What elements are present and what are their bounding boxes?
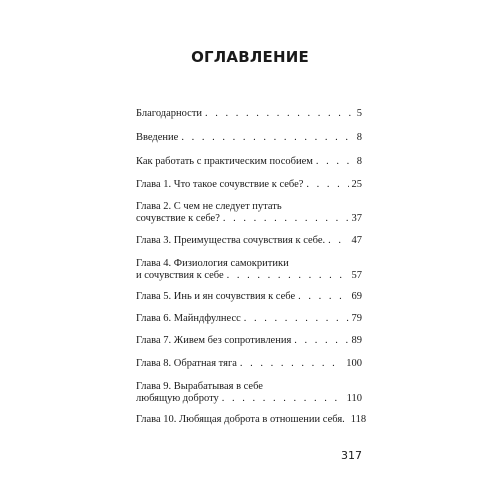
toc-dot-leader [298, 291, 348, 303]
toc-entry-page: 5 [356, 108, 362, 119]
toc-entry-page: 25 [351, 179, 362, 190]
toc-entry-title: Глава 7. Живем без сопротивления [136, 335, 292, 346]
page-number: 317 [341, 449, 362, 462]
toc-entry-page: 47 [351, 235, 362, 246]
toc-entry-last-line [136, 213, 362, 225]
toc-entry-last-line [136, 132, 362, 144]
toc-entry-page: 118 [350, 414, 367, 425]
toc-dot-leader [244, 313, 349, 325]
toc-dot-leader [328, 235, 348, 247]
toc-dot-leader [223, 213, 349, 225]
toc-entry-page: 57 [351, 270, 362, 281]
toc-dot-leader [222, 393, 344, 405]
toc-entry-title: и сочувствия к себе [136, 270, 224, 281]
toc-entry[interactable] [136, 235, 362, 247]
toc-entry-title: любящую доброту [136, 393, 219, 404]
toc-dot-leader [227, 270, 349, 282]
toc-entry-title: Глава 8. Обратная тяга [136, 358, 237, 369]
toc-entry-last-line [136, 156, 362, 168]
toc-entry-page: 110 [346, 393, 362, 404]
toc-dot-leader [316, 156, 354, 168]
toc-entry[interactable] [136, 358, 362, 370]
toc-entry[interactable] [136, 414, 367, 426]
toc-entry-title: Глава 3. Преимущества сочувствия к себе. [136, 235, 326, 246]
toc-entry-title-line: Глава 2. С чем не следует путать [136, 201, 282, 212]
toc-entry[interactable] [136, 201, 362, 225]
toc-entry[interactable] [136, 179, 362, 191]
toc-entry-title: Глава 5. Инь и ян сочувствия к себе [136, 291, 296, 302]
toc-dot-leader [205, 108, 354, 120]
toc-dot-leader [294, 335, 348, 347]
toc-entry-page: 8 [356, 156, 362, 167]
toc-dot-leader [181, 132, 353, 144]
toc-entry[interactable] [136, 291, 362, 303]
toc-entry-last-line [136, 393, 362, 405]
toc-entry-title: Введение [136, 132, 179, 143]
toc-entry-last-line [136, 335, 362, 347]
toc-entry-last-line [136, 270, 362, 282]
toc-entry-last-line [136, 235, 362, 247]
toc-entry[interactable] [136, 108, 362, 120]
toc-heading: ОГЛАВЛЕНИЕ [191, 48, 309, 66]
toc-dot-leader [306, 179, 348, 191]
toc-entry-last-line [136, 291, 362, 303]
toc-entry-last-line [136, 358, 362, 370]
toc-entry[interactable] [136, 381, 362, 405]
toc-entry[interactable] [136, 258, 362, 282]
toc-entry-last-line [136, 108, 362, 120]
toc-entry-title: Глава 10. Любящая доброта в отношении себя. [136, 414, 345, 425]
toc-entry-last-line [136, 313, 362, 325]
toc-entry-page: 8 [356, 132, 362, 143]
toc-entry[interactable] [136, 132, 362, 144]
toc-entry-last-line [136, 414, 367, 426]
toc-dot-leader [240, 358, 343, 370]
toc-entry-title: Благодарности [136, 108, 203, 119]
toc-entry-title-line: Глава 4. Физиология самокритики [136, 258, 289, 269]
toc-entry[interactable] [136, 335, 362, 347]
toc-entry[interactable] [136, 313, 362, 325]
toc-entry-title: сочувствие к себе? [136, 213, 220, 224]
toc-entry-page: 69 [351, 291, 362, 302]
toc-entry-title: Глава 6. Майндфулнесс [136, 313, 241, 324]
toc-entry-last-line [136, 179, 362, 191]
toc-entry-title: Как работать с практическим пособием [136, 156, 313, 167]
toc-entry-title-line: Глава 9. Вырабатывая в себе [136, 381, 263, 392]
toc-entry-page: 37 [351, 213, 362, 224]
toc-entry[interactable] [136, 156, 362, 168]
toc-entry-page: 79 [351, 313, 362, 324]
toc-entry-title: Глава 1. Что такое сочувствие к себе? [136, 179, 304, 190]
toc-entry-page: 100 [346, 358, 362, 369]
toc-entry-page: 89 [351, 335, 362, 346]
